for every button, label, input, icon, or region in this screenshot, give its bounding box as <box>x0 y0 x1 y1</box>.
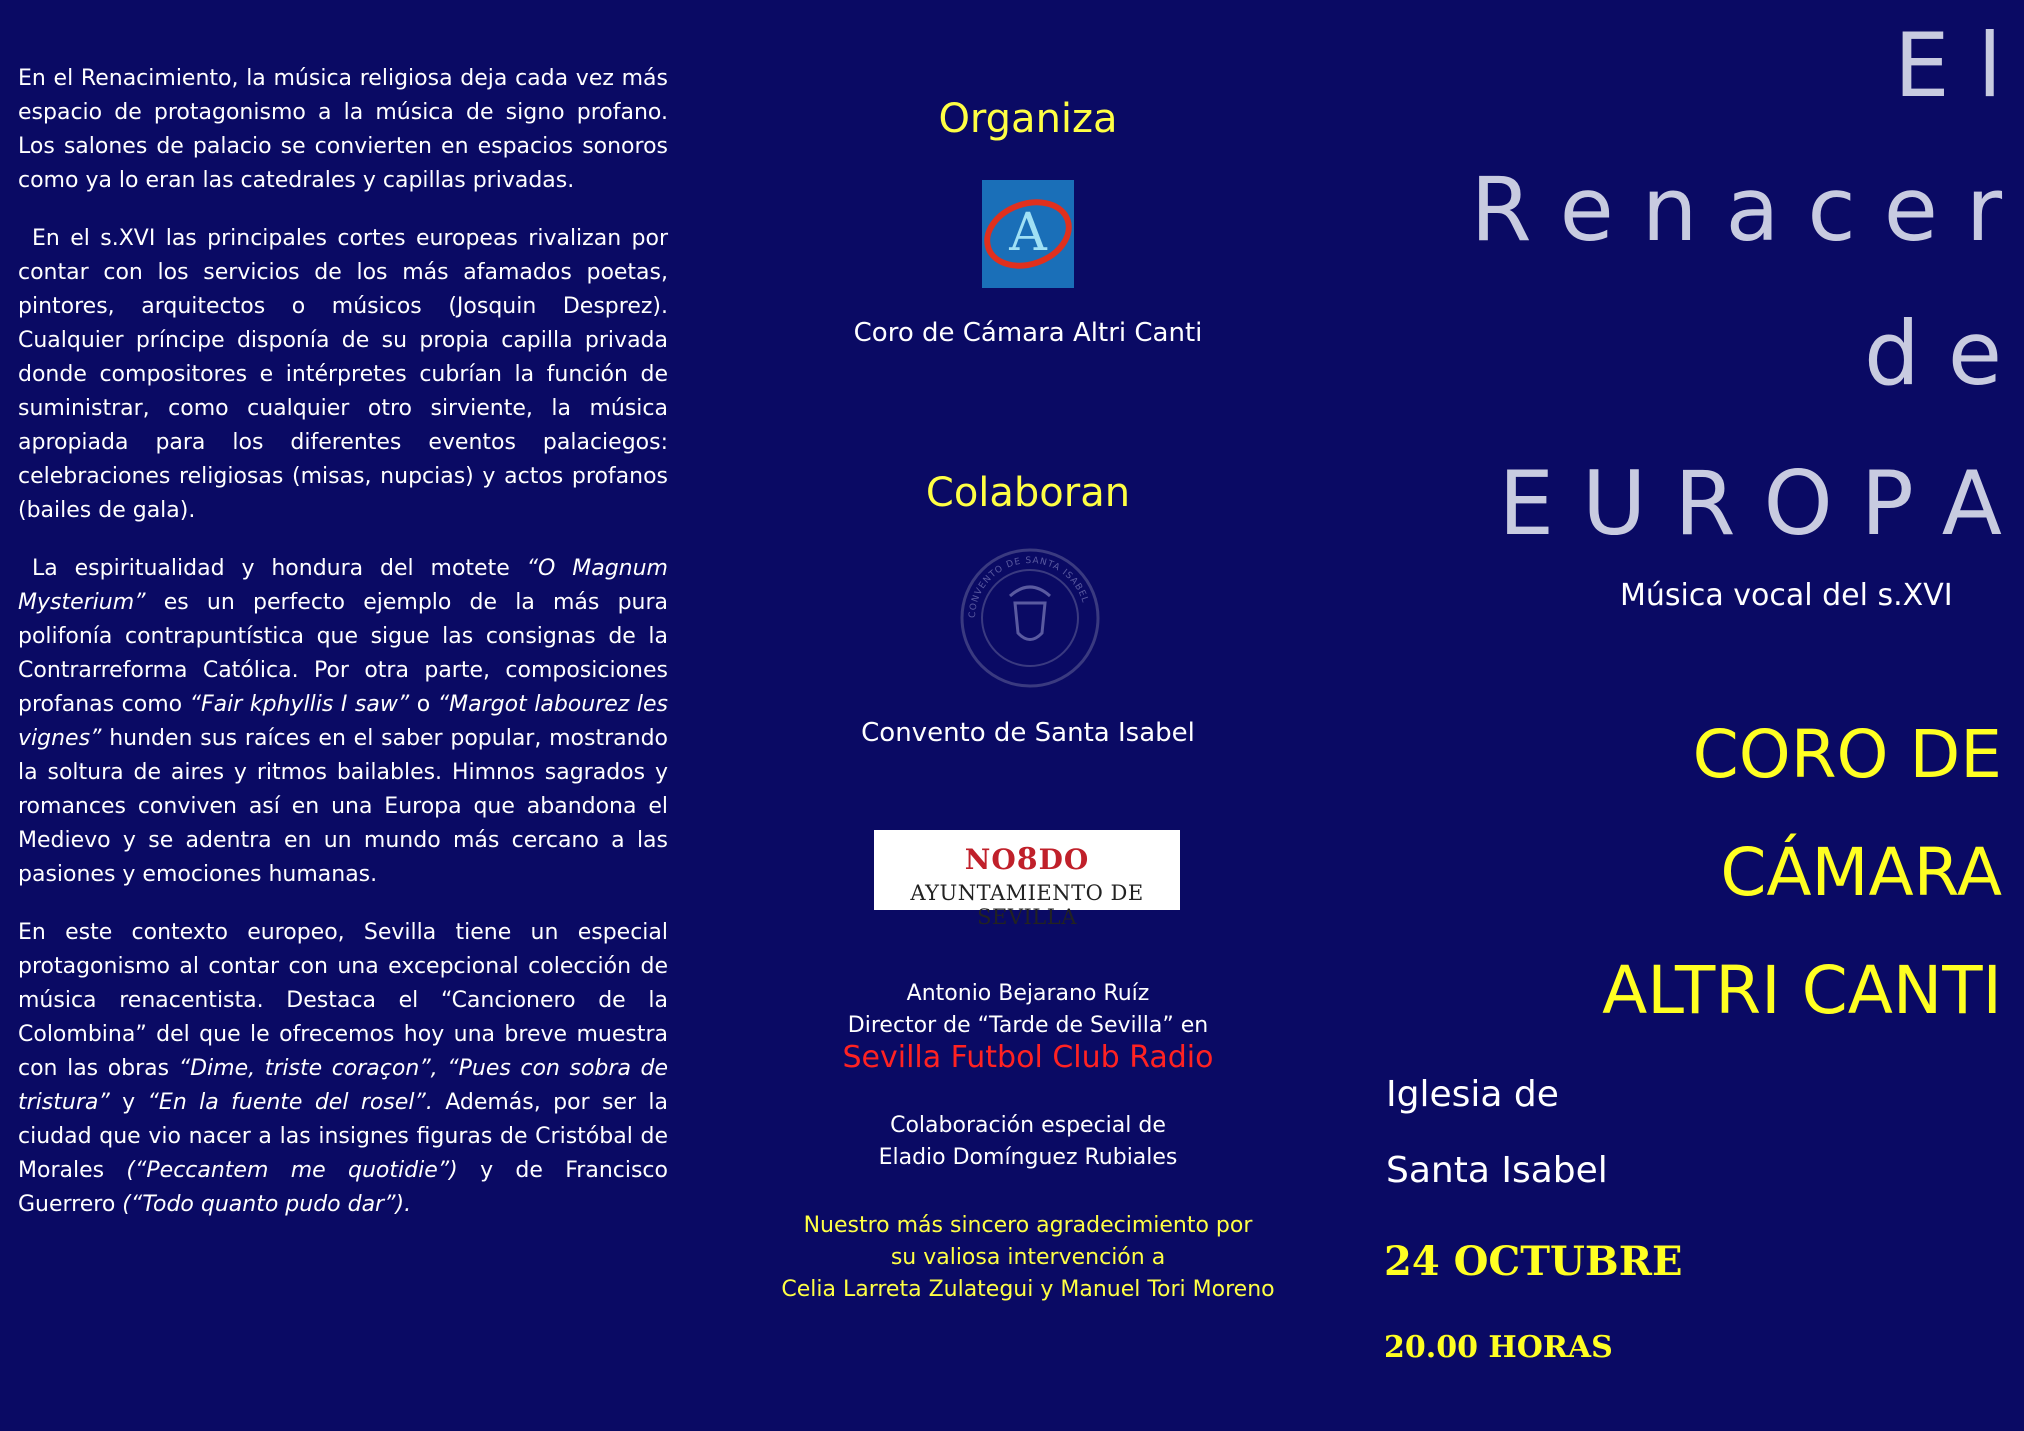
choir-line-2: CÁMARA <box>1720 834 2002 911</box>
paragraph-3-text-a: La espiritualidad y hondura del motete <box>32 556 527 581</box>
logo-letter: A <box>1009 203 1047 263</box>
work-title: (“Todo quanto pudo dar”). <box>122 1192 412 1217</box>
choir-line-3: ALTRI CANTI <box>1602 952 2002 1029</box>
convent-seal <box>960 548 1100 688</box>
credit-block-2 <box>720 1110 1336 1174</box>
choir-line-1: CORO DE <box>1692 716 2002 793</box>
paragraph-3-text-d: hunden sus raíces en el saber popular, mostrando la soltura de aires y ritmos bailables. Himnos sagrados y romances conviven así en una Europa que abandona el Medievo y se adentra en un mundo más cercano a las pasiones y emociones humanas. <box>18 726 668 887</box>
nodo-do: DO <box>1038 843 1090 876</box>
seal-label: CONVENTO DE SANTA ISABEL <box>967 555 1090 619</box>
venue-line-1: Iglesia de <box>1386 1074 1559 1115</box>
paragraph-2-text: En el s.XVI las principales cortes europeas rivalizan por contar con los servicios de los más afamados poetas, pintores, arquitectos o músicos (Josquin Desprez). Cualquier príncipe disponía de su propia capilla privada donde compositores e intérpretes cubrían la función de suministrar, como cualquier otro sirviente, la música apropiada para los diferentes eventos palaciegos: celebraciones religiosas (misas, nupcias) y actos profanos (bailes de gala). <box>18 226 668 523</box>
intro-text-column <box>18 62 668 1246</box>
credit-1-name: Antonio Bejarano Ruíz <box>906 981 1150 1006</box>
title-europa: E U R O P A <box>1498 452 2002 555</box>
credit-1-radio: Sevilla Futbol Club Radio <box>842 1040 1214 1075</box>
title-el: E l <box>1893 14 2002 117</box>
paragraph-1: En el Renacimiento, la música religiosa deja cada vez más espacio de protagonismo a la música de signo profano. Los salones de palacio se convierten en espacios sonoros como ya lo eran las catedrales y capillas privadas. <box>18 66 668 193</box>
altri-canti-logo-icon <box>982 180 1074 288</box>
work-title: “Dime, triste coraçon”, “Pues con sobra de tristura” <box>18 1056 669 1115</box>
cover-column <box>1380 0 2002 1431</box>
thanks-line-1: Nuestro más sincero agradecimiento por <box>803 1213 1253 1238</box>
paragraph-3-text-c: o <box>409 692 438 717</box>
work-title: (“Peccantem me quotidie”) <box>126 1158 458 1183</box>
work-title: “Margot labourez les vignes” <box>18 692 668 751</box>
ayuntamiento-logo <box>874 830 1180 929</box>
colaboran-heading: Colaboran <box>925 470 1131 516</box>
work-title: “O Magnum Mysterium” <box>18 556 668 615</box>
altri-canti-logo <box>982 180 1074 288</box>
venue-line-2: Santa Isabel <box>1386 1150 1608 1191</box>
paragraph-4-text-c: Además, por ser la ciudad que vio nacer a las insignes figuras de Cristóbal de Morales <box>18 1090 668 1183</box>
paragraph-4-text-b: y <box>109 1090 148 1115</box>
sponsors-column <box>720 0 1336 1431</box>
thanks-line-3: Celia Larreta Zulategui y Manuel Tori Moreno <box>781 1277 1275 1302</box>
credit-2-name: Eladio Domínguez Rubiales <box>878 1145 1178 1170</box>
credit-1-role: Director de “Tarde de Sevilla” en <box>847 1013 1209 1038</box>
credit-block-1 <box>720 978 1336 1074</box>
event-time: 20.00 HORAS <box>1384 1330 1613 1365</box>
nodo-no: NO <box>964 843 1017 876</box>
event-date: 24 OCTUBRE <box>1384 1238 1683 1285</box>
title-renacer: R e n a c e r <box>1470 158 2002 261</box>
organizer-name: Coro de Cámara Altri Canti <box>853 318 1203 348</box>
work-title: “Fair kphyllis I saw” <box>189 692 410 717</box>
thanks-line-2: su valiosa intervención a <box>890 1245 1166 1270</box>
title-de: d e <box>1864 302 2002 405</box>
organiza-heading: Organiza <box>938 96 1118 142</box>
nodo-wordmark <box>874 830 1180 877</box>
work-title: “En la fuente del rosel”. <box>147 1090 433 1115</box>
subtitle: Música vocal del s.XVI <box>1620 578 1953 613</box>
paragraph-2 <box>18 222 668 528</box>
paragraph-3 <box>18 552 668 892</box>
convent-name: Convento de Santa Isabel <box>861 718 1195 748</box>
paragraph-4 <box>18 916 668 1222</box>
paragraph-4-text-a: En este contexto europeo, Sevilla tiene un especial protagonismo al contar con una excepcional colección de música renacentista. Destaca el “Cancionero de la Colombina” del que le ofrecemos hoy una breve muestra con las obras <box>18 920 668 1081</box>
ayuntamiento-label: AYUNTAMIENTO DE SEVILLA <box>910 881 1144 929</box>
paragraph-4-text-d: y de Francisco Guerrero <box>18 1158 668 1217</box>
convent-seal-icon <box>960 548 1100 688</box>
credit-2-label: Colaboración especial de <box>890 1113 1166 1138</box>
nodo-eight: 8 <box>1016 842 1039 877</box>
thanks-block <box>720 1210 1336 1306</box>
paragraph-3-text-b: es un perfecto ejemplo de la más pura polifonía contrapuntística que sigue las consignas de la Contrarreforma Católica. Por otra parte, composiciones profanas como <box>18 590 668 717</box>
